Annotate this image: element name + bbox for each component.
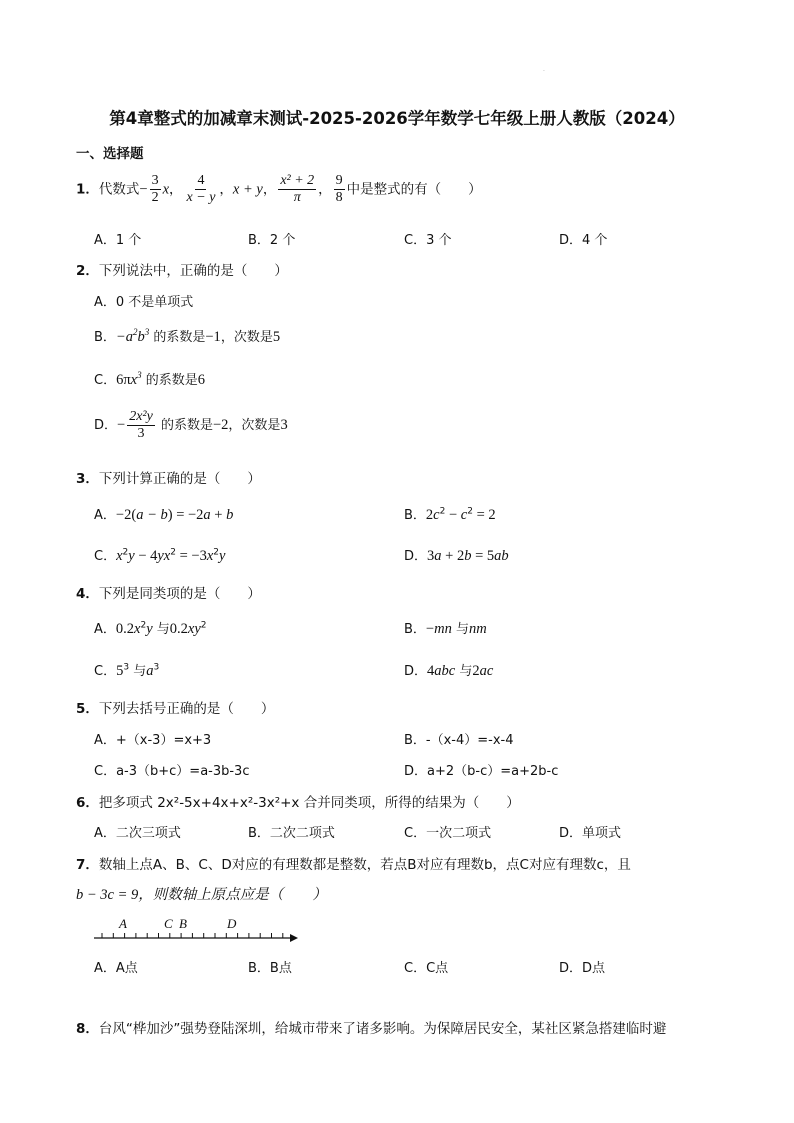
q2-option-b[interactable]: B．$-a^2b^3$ 的系数是−1，次数是5	[94, 327, 281, 345]
fraction-1: $\frac{3}{2}$	[151, 173, 159, 205]
q1-stem-prefix: 代数式	[98, 181, 140, 198]
question-number: 1．	[76, 181, 99, 198]
question-2: 2．下列说法中，正确的是（ ）	[76, 263, 288, 279]
question-7-line-2: b − 3c = 9，则数轴上原点应是（ ）	[76, 887, 327, 903]
question-7: 7．数轴上点A、B、C、D对应的有理数都是整数，若点B对应有理数b，点C对应有理数c，且	[76, 857, 631, 873]
fraction-4: $\frac{\text{x² + 2}}{\pi}$	[280, 173, 315, 205]
q6-option-d[interactable]: D．单项式	[559, 826, 622, 841]
q4-option-b[interactable]: B．−mn 与nm	[404, 621, 487, 637]
question-4: 4．下列是同类项的是（ ）	[76, 586, 261, 602]
q5-option-a[interactable]: A．+（x-3）=x+3	[94, 733, 212, 748]
q2-option-c[interactable]: C．$6\pi x^3$ 的系数是6	[94, 370, 205, 388]
q4-option-a[interactable]: A．$0.2x^2y$ 与$0.2xy^2$	[94, 620, 207, 637]
question-3: 3．下列计算正确的是（ ）	[76, 471, 261, 487]
q5-option-b[interactable]: B．-（x-4）=-x-4	[404, 733, 514, 748]
q3-option-d[interactable]: D．3a + 2b = 5ab	[404, 548, 509, 564]
q7-option-c[interactable]: C．C点	[404, 961, 449, 976]
fraction-5: $\frac{9}{8}$	[335, 173, 343, 205]
q3-option-c[interactable]: C．$x^2y - 4yx^2 = -3x^2y$	[94, 547, 226, 564]
axis-label-d: D	[227, 916, 237, 931]
axis-label-b: B	[179, 916, 187, 931]
question-1: 1．代数式− $\frac{3}{2}$ x， $\frac{4}{x - y}$ ，x + y， $\frac{\text{x² + 2}}{\pi}$ ， $\frac{9}{8}$ 中是整式的有（ ）	[76, 173, 482, 205]
q1-option-d[interactable]: D．4 个	[559, 233, 608, 248]
q1-option-b[interactable]: B．2 个	[248, 233, 296, 248]
fraction-2: $\frac{4}{x - y}$	[186, 173, 216, 205]
q4-option-c[interactable]: C．$5^3$ 与$a^3$	[94, 662, 160, 679]
section-heading: 一、选择题	[76, 146, 144, 162]
corner-mark: .	[543, 66, 545, 73]
axis-label-a: A	[119, 916, 127, 931]
question-6: 6．把多项式 2x²-5x+4x+x²-3x²+x 合并同类项，所得的结果为（ ）	[76, 795, 520, 811]
q7-option-b[interactable]: B．B点	[248, 961, 292, 976]
question-5: 5．下列去括号正确的是（ ）	[76, 701, 275, 717]
page-title: 第4章整式的加减章末测试-2025-2026学年数学七年级上册人教版（2024）	[109, 109, 685, 128]
q3-option-b[interactable]: B．$2c^2 - c^2 = 2$	[404, 506, 496, 523]
q1-option-a[interactable]: A．1 个	[94, 233, 142, 248]
q7-option-a[interactable]: A．A点	[94, 961, 138, 976]
q5-option-c[interactable]: C．a-3（b+c）=a-3b-3c	[94, 764, 250, 779]
term-3: x + y	[232, 181, 263, 198]
q2-option-d[interactable]: D．− $\frac{\text{2x²y}}{3}$ 的系数是−2，次数是3	[94, 409, 288, 441]
q2-option-a[interactable]: A．0 不是单项式	[94, 295, 194, 310]
q1-option-c[interactable]: C．3 个	[404, 233, 452, 248]
question-8: 8．台风“桦加沙”强势登陆深圳，给城市带来了诸多影响。为保障居民安全，某社区紧急搭建临时避	[76, 1021, 667, 1037]
axis-label-c: C	[164, 916, 173, 931]
q3-option-a[interactable]: A．−2(a − b) = −2a + b	[94, 507, 234, 523]
q6-option-a[interactable]: A．二次三项式	[94, 826, 181, 841]
q5-option-d[interactable]: D．a+2（b-c）=a+2b-c	[404, 764, 559, 779]
q6-option-c[interactable]: C．一次二项式	[404, 826, 492, 841]
q6-option-b[interactable]: B．二次二项式	[248, 826, 335, 841]
q7-option-d[interactable]: D．D点	[559, 961, 606, 976]
q4-option-d[interactable]: D．4abc 与2ac	[404, 663, 494, 679]
